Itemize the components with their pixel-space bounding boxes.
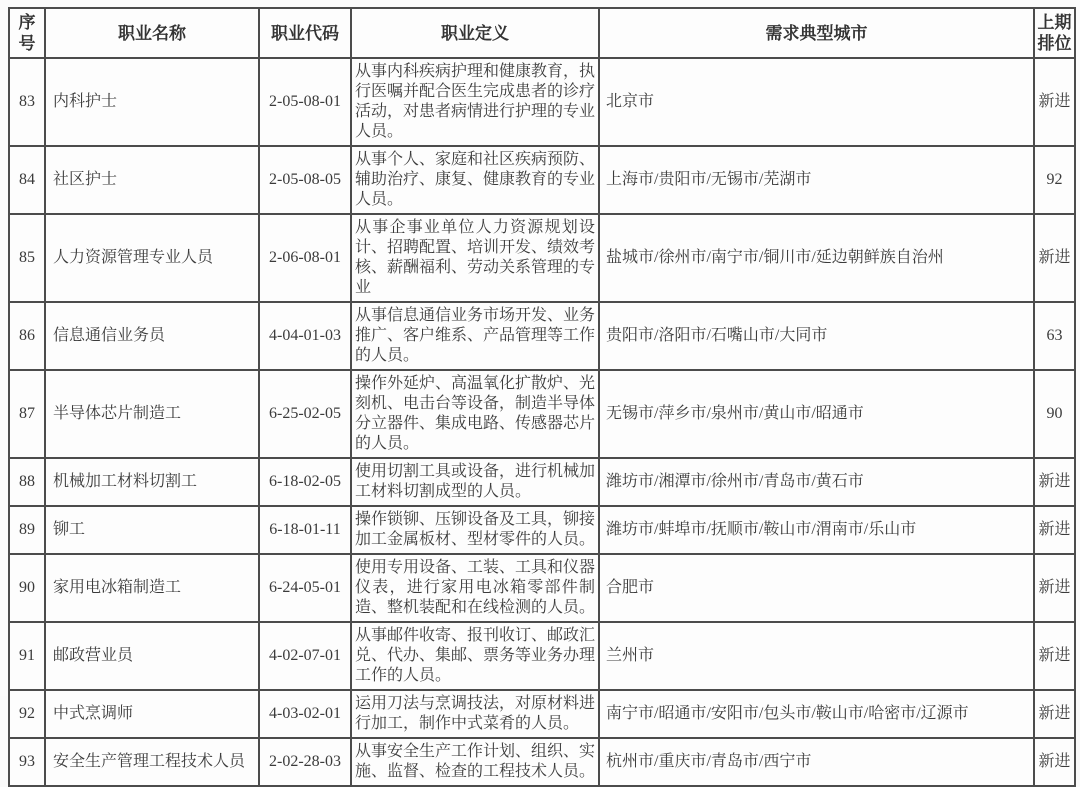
cell-previous-rank: 新进	[1034, 214, 1075, 302]
cell-occupation-definition: 从事企事业单位人力资源规划设计、招聘配置、培训开发、绩效考核、薪酬福利、劳动关系管理的专业	[351, 214, 599, 302]
cell-demand-cities: 潍坊市/湘潭市/徐州市/青岛市/黄石市	[599, 458, 1034, 506]
cell-occupation-code: 6-18-02-05	[259, 458, 351, 506]
cell-occupation-code: 4-02-07-01	[259, 622, 351, 690]
cell-occupation-name: 家用电冰箱制造工	[45, 554, 259, 622]
table-row	[9, 690, 1075, 738]
cell-demand-cities: 无锡市/萍乡市/泉州市/黄山市/昭通市	[599, 370, 1034, 458]
cell-occupation-name: 人力资源管理专业人员	[45, 214, 259, 302]
cell-previous-rank: 新进	[1034, 458, 1075, 506]
cell-occupation-code: 6-24-05-01	[259, 554, 351, 622]
cell-occupation-definition: 从事信息通信业务市场开发、业务推广、客户维系、产品管理等工作的人员。	[351, 302, 599, 370]
table-row	[9, 146, 1075, 214]
cell-previous-rank: 新进	[1034, 690, 1075, 738]
table-row	[9, 554, 1075, 622]
header-row	[9, 8, 1075, 58]
cell-demand-cities: 北京市	[599, 58, 1034, 146]
cell-occupation-name: 社区护士	[45, 146, 259, 214]
cell-previous-rank: 新进	[1034, 738, 1075, 786]
cell-previous-rank: 新进	[1034, 58, 1075, 146]
cell-occupation-definition: 操作外延炉、高温氧化扩散炉、光刻机、电击台等设备，制造半导体分立器件、集成电路、传感器芯片的人员。	[351, 370, 599, 458]
cell-serial-number: 93	[9, 738, 45, 786]
col-header-code: 职业代码	[259, 8, 351, 58]
table-row	[9, 506, 1075, 554]
table-row	[9, 370, 1075, 458]
cell-demand-cities: 贵阳市/洛阳市/石嘴山市/大同市	[599, 302, 1034, 370]
cell-occupation-code: 4-03-02-01	[259, 690, 351, 738]
table-row	[9, 458, 1075, 506]
cell-serial-number: 92	[9, 690, 45, 738]
cell-serial-number: 91	[9, 622, 45, 690]
cell-occupation-code: 4-04-01-03	[259, 302, 351, 370]
cell-previous-rank: 92	[1034, 146, 1075, 214]
table-row	[9, 214, 1075, 302]
col-header-cities: 需求典型城市	[599, 8, 1034, 58]
cell-occupation-definition: 从事内科疾病护理和健康教育，执行医嘱并配合医生完成患者的诊疗活动，对患者病情进行护理的专业人员。	[351, 58, 599, 146]
cell-occupation-name: 中式烹调师	[45, 690, 259, 738]
cell-occupation-name: 铆工	[45, 506, 259, 554]
cell-previous-rank: 新进	[1034, 506, 1075, 554]
cell-occupation-code: 2-05-08-01	[259, 58, 351, 146]
cell-occupation-definition: 从事个人、家庭和社区疾病预防、辅助治疗、康复、健康教育的专业人员。	[351, 146, 599, 214]
col-header-prev-rank: 上期排位	[1034, 8, 1075, 58]
table-row	[9, 58, 1075, 146]
cell-previous-rank: 63	[1034, 302, 1075, 370]
col-header-name: 职业名称	[45, 8, 259, 58]
cell-occupation-code: 2-05-08-05	[259, 146, 351, 214]
cell-occupation-definition: 从事邮件收寄、报刊收订、邮政汇兑、代办、集邮、票务等业务办理工作的人员。	[351, 622, 599, 690]
col-header-definition: 职业定义	[351, 8, 599, 58]
cell-serial-number: 86	[9, 302, 45, 370]
table-row	[9, 302, 1075, 370]
cell-occupation-name: 机械加工材料切割工	[45, 458, 259, 506]
cell-serial-number: 89	[9, 506, 45, 554]
cell-occupation-name: 邮政营业员	[45, 622, 259, 690]
table-body	[9, 58, 1075, 786]
occupation-table	[8, 7, 1076, 787]
cell-occupation-name: 内科护士	[45, 58, 259, 146]
cell-occupation-definition: 从事安全生产工作计划、组织、实施、监督、检查的工程技术人员。	[351, 738, 599, 786]
cell-previous-rank: 新进	[1034, 554, 1075, 622]
cell-demand-cities: 盐城市/徐州市/南宁市/铜川市/延边朝鲜族自治州	[599, 214, 1034, 302]
cell-occupation-code: 2-02-28-03	[259, 738, 351, 786]
cell-demand-cities: 兰州市	[599, 622, 1034, 690]
table-row	[9, 738, 1075, 786]
cell-serial-number: 88	[9, 458, 45, 506]
cell-occupation-definition: 操作锁铆、压铆设备及工具，铆接加工金属板材、型材零件的人员。	[351, 506, 599, 554]
cell-occupation-code: 6-25-02-05	[259, 370, 351, 458]
cell-occupation-definition: 使用专用设备、工装、工具和仪器仪表，进行家用电冰箱零部件制造、整机装配和在线检测的人员。	[351, 554, 599, 622]
cell-demand-cities: 上海市/贵阳市/无锡市/芜湖市	[599, 146, 1034, 214]
cell-demand-cities: 合肥市	[599, 554, 1034, 622]
cell-previous-rank: 新进	[1034, 622, 1075, 690]
cell-occupation-code: 6-18-01-11	[259, 506, 351, 554]
cell-serial-number: 90	[9, 554, 45, 622]
cell-serial-number: 87	[9, 370, 45, 458]
cell-serial-number: 85	[9, 214, 45, 302]
cell-occupation-definition: 运用刀法与烹调技法，对原材料进行加工，制作中式菜肴的人员。	[351, 690, 599, 738]
cell-previous-rank: 90	[1034, 370, 1075, 458]
cell-demand-cities: 杭州市/重庆市/青岛市/西宁市	[599, 738, 1034, 786]
cell-occupation-name: 半导体芯片制造工	[45, 370, 259, 458]
col-header-no: 序号	[9, 8, 45, 58]
cell-occupation-definition: 使用切割工具或设备，进行机械加工材料切割成型的人员。	[351, 458, 599, 506]
cell-occupation-name: 安全生产管理工程技术人员	[45, 738, 259, 786]
cell-serial-number: 83	[9, 58, 45, 146]
cell-demand-cities: 南宁市/昭通市/安阳市/包头市/鞍山市/哈密市/辽源市	[599, 690, 1034, 738]
cell-occupation-code: 2-06-08-01	[259, 214, 351, 302]
cell-serial-number: 84	[9, 146, 45, 214]
cell-demand-cities: 潍坊市/蚌埠市/抚顺市/鞍山市/渭南市/乐山市	[599, 506, 1034, 554]
table-row	[9, 622, 1075, 690]
cell-occupation-name: 信息通信业务员	[45, 302, 259, 370]
